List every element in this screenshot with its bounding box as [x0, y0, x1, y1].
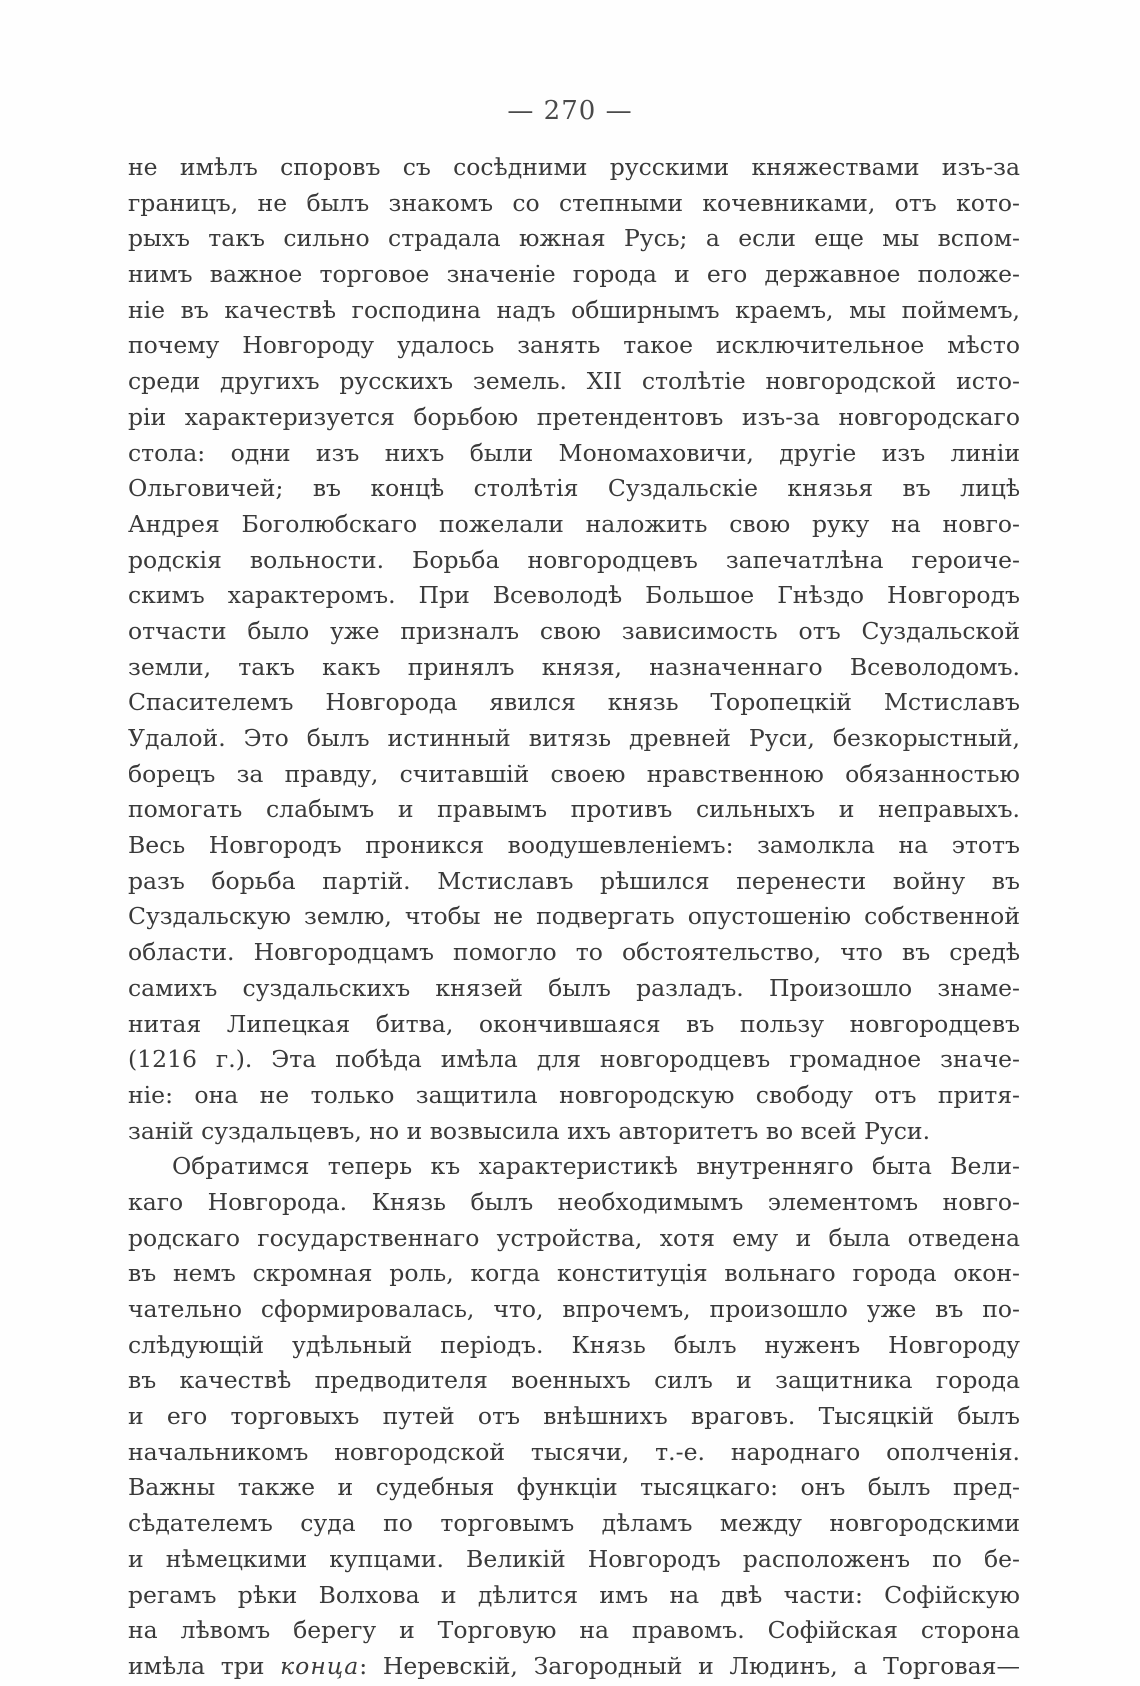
text-line: слѣдующій удѣльный періодъ. Князь былъ нуженъ Новгороду [128, 1330, 1020, 1359]
text-line: Важны также и судебныя функціи тысяцкаго: онъ былъ пред- [128, 1473, 1020, 1502]
text-line: отчасти было уже призналъ свою зависимость отъ Суздальской [128, 616, 1020, 645]
paragraph-2 [128, 1149, 1020, 1684]
page-number: — 270 — [507, 96, 633, 126]
text-line: и нѣмецкими купцами. Великій Новгородъ расположенъ по бе- [128, 1544, 1020, 1573]
text-line: регамъ рѣки Волхова и дѣлится имъ на двѣ части: Софійскую [128, 1580, 1020, 1609]
text-line: и его торговыхъ путей отъ внѣшнихъ враговъ. Тысяцкій былъ [128, 1402, 1020, 1431]
text-line: нимъ важное торговое значеніе города и его державное положе- [128, 260, 1020, 289]
text-line-final [128, 1649, 1020, 1685]
emphasized-term: конца [280, 1651, 360, 1680]
text-line: ніе въ качествѣ господина надъ обширнымъ краемъ, мы поймемъ, [128, 295, 1020, 324]
text-line: родскія вольности. Борьба новгородцевъ запечатлѣна героиче- [128, 545, 1020, 574]
text-line: нитая Липецкая битва, окончившаяся въ пользу новгородцевъ [128, 1009, 1020, 1038]
body-text [128, 150, 1020, 1685]
text-line: Суздальскую землю, чтобы не подвергать опустошенію собственной [128, 902, 1020, 931]
text-line: начальникомъ новгородской тысячи, т.-е. народнаго ополченія. [128, 1437, 1020, 1466]
text-line: области. Новгородцамъ помогло то обстоятельство, что въ средѣ [128, 938, 1020, 967]
text-line: родскаго государственнаго устройства, хотя ему и была отведена [128, 1223, 1020, 1252]
text-line: заній суздальцевъ, но и возвысила ихъ авторитетъ во всей Руси. [128, 1116, 931, 1145]
text-line: Ольговичей; въ концѣ столѣтія Суздальскіе князья въ лицѣ [128, 474, 1020, 503]
text-line: стола: одни изъ нихъ были Мономаховичи, другіе изъ линіи [128, 438, 1020, 467]
text-line: сѣдателемъ суда по торговымъ дѣламъ между новгородскими [128, 1509, 1020, 1538]
text-line: въ качествѣ предводителя военныхъ силъ и защитника города [128, 1366, 1020, 1395]
paragraph-1 [128, 150, 1020, 1149]
text-line: ріи характеризуется борьбою претендентовъ изъ-за новгородскаго [128, 402, 1020, 431]
text-line: земли, такъ какъ принялъ князя, назначеннаго Всеволодомъ. [128, 652, 1020, 681]
text-line: Обратимся теперь къ характеристикѣ внутренняго быта Вели- [172, 1152, 1020, 1181]
text-line: почему Новгороду удалось занять такое исключительное мѣсто [128, 331, 1020, 360]
text-line: каго Новгорода. Князь былъ необходимымъ элементомъ новго- [128, 1187, 1020, 1216]
text-line: помогать слабымъ и правымъ противъ сильныхъ и неправыхъ. [128, 795, 1020, 824]
text-line: Андрея Боголюбскаго пожелали наложить свою руку на новго- [128, 509, 1020, 538]
text-line: борецъ за правду, считавшій своею нравственною обязанностью [128, 759, 1020, 788]
text-line: Спасителемъ Новгорода явился князь Торопецкій Мстиславъ [128, 688, 1020, 717]
text-line: (1216 г.). Эта побѣда имѣла для новгородцевъ громадное значе- [128, 1045, 1020, 1074]
text-line: скимъ характеромъ. При Всеволодѣ Большое Гнѣздо Новгородъ [128, 581, 1020, 610]
text-line: Удалой. Это былъ истинный витязь древней Руси, безкорыстный, [128, 724, 1020, 752]
text-segment: имѣла три [128, 1651, 281, 1680]
text-line: чательно сформировалась, что, впрочемъ, произошло уже въ по- [128, 1295, 1020, 1323]
text-line: не имѣлъ споровъ съ сосѣдними русскими княжествами изъ-за [128, 153, 1020, 181]
text-line: на лѣвомъ берегу и Торговую на правомъ. Софійская сторона [128, 1616, 1020, 1645]
text-line: въ немъ скромная роль, когда конституція вольнаго города окон- [128, 1259, 1020, 1288]
text-line: рыхъ такъ сильно страдала южная Русь; а если еще мы вспом- [128, 224, 1020, 253]
text-line: ніе: она не только защитила новгородскую свободу отъ притя- [128, 1080, 1020, 1109]
text-line: Весь Новгородъ проникся воодушевленіемъ: замолкла на этотъ [128, 831, 1020, 860]
text-line: разъ борьба партій. Мстиславъ рѣшился перенести войну въ [128, 866, 1020, 895]
text-line: среди другихъ русскихъ земель. XII столѣтіе новгородской исто- [128, 367, 1020, 396]
text-line: границъ, не былъ знакомъ со степными кочевниками, отъ кото- [128, 188, 1020, 217]
text-line: самихъ суздальскихъ князей былъ разладъ. Произошло знаме- [128, 973, 1020, 1002]
text-segment: : Неревскій, Загородный и Людинъ, а Торговая— [359, 1651, 1020, 1680]
